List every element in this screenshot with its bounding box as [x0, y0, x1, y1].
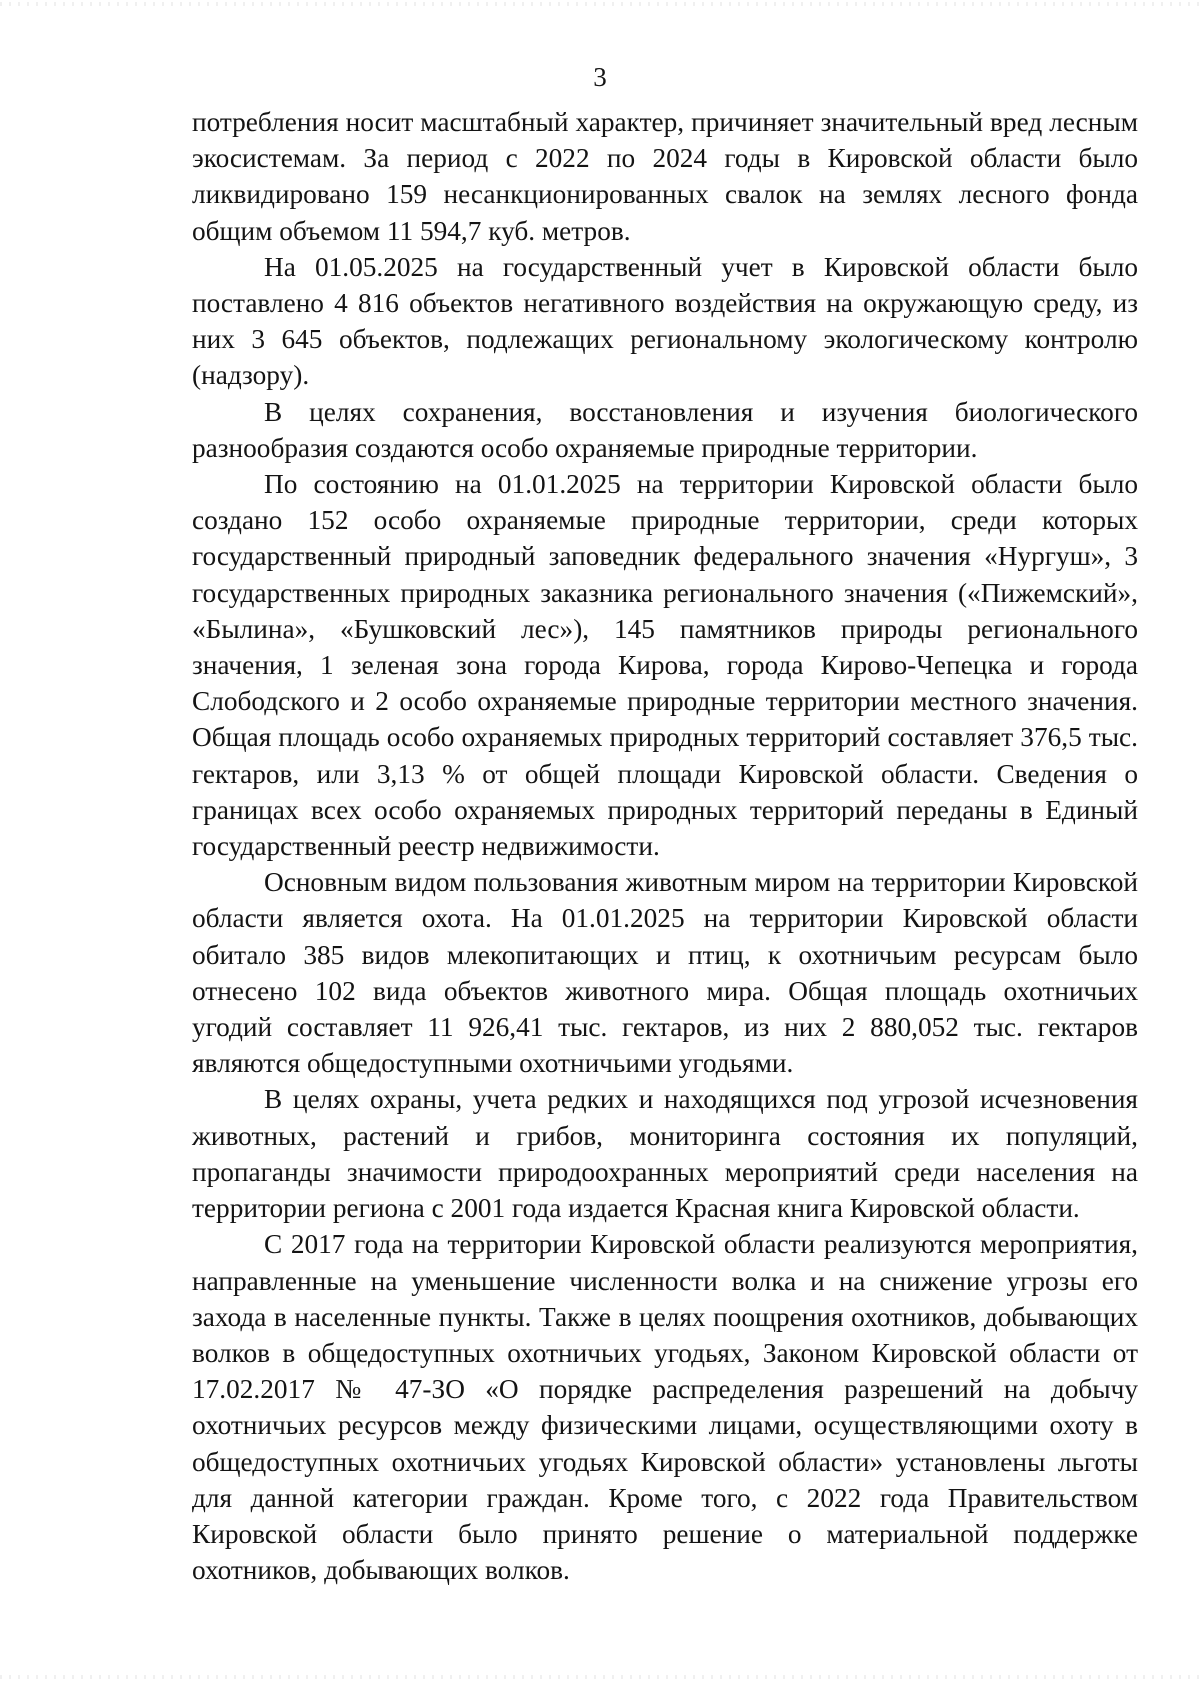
paragraph-hunting: Основным видом пользования животным миром на территории Кировской области является охота. На 01.01.2025 на территории Кировской области обитало 385 видов млекопитающих и птиц, к охотничьим ресурсам было отнесено 102 вида объектов животного мира. Общая площадь охотничьих угодий составляет 11 926,41 тыс. гектаров, из них 2 880,052 тыс. гектаров являются общедоступными охотничьими угодьями. — [192, 867, 1138, 1079]
page-number: 3 — [593, 62, 607, 92]
paragraph-red-book: В целях охраны, учета редких и находящихся под угрозой исчезновения животных, растений и грибов, мониторинга состояния их популяций, пропаганды значимости природоохранных мероприятий среди населения на территории региона с 2001 года издается Красная книга Кировской области. — [192, 1084, 1138, 1224]
paragraph-negative-impact-objects: На 01.05.2025 на государственный учет в Кировской области было поставлено 4 816 объектов негативного воздействия на окружающую среду, из них 3 645 объектов, подлежащих региональному экологическому контролю (надзору). — [192, 251, 1138, 391]
scan-edge-top — [0, 2, 1200, 6]
paragraph-waste-dumps: потребления носит масштабный характер, причиняет значительный вред лесным экосистемам. За период с 2022 по 2024 годы в Кировской области было ликвидировано 159 несанкционированных свалок на землях лесного фонда общим объемом 11 594,7 куб. метров. — [192, 107, 1138, 246]
body-text — [192, 104, 1138, 1588]
paragraph-protected-areas-purpose: В целях сохранения, восстановления и изучения биологического разнообразия создаются особо охраняемые природные территории. — [192, 396, 1138, 463]
scan-edge-bottom — [0, 1675, 1200, 1679]
paragraph-wolf-control: С 2017 года на территории Кировской области реализуются мероприятия, направленные на уменьшение численности волка и на снижение угрозы его захода в населенные пункты. Также в целях поощрения охотников, добывающих волков в общедоступных охотничьих угодьях, Законом Кировской области от 17.02.2017 № 47-ЗО «О порядке распределения разрешений на добычу охотничьих ресурсов между физическими лицами, осуществляющими охоту в общедоступных охотничьих угодьях Кировской области» установлены льготы для данной категории граждан. Кроме того, с 2022 года Правительством Кировской области было принято решение о материальной поддержке охотников, добывающих волков. — [192, 1229, 1138, 1586]
paragraph-protected-areas-stats: По состоянию на 01.01.2025 на территории Кировской области было создано 152 особо охраняемые природные территории, среди которых государственный природный заповедник федерального значения «Нургуш», 3 государственных природных заказника регионального значения («Пижемский», «Былина», «Бушковский лес»), 145 памятников природы регионального значения, 1 зеленая зона города Кирова, города Кирово-Чепецка и города Слободского и 2 особо охраняемые природные территории местного значения. Общая площадь особо охраняемых природных территорий составляет 376,5 тыс. гектаров, или 3,13 % от общей площади Кировской области. Сведения о границах всех особо охраняемых природных территорий переданы в Единый государственный реестр недвижимости. — [192, 469, 1138, 862]
